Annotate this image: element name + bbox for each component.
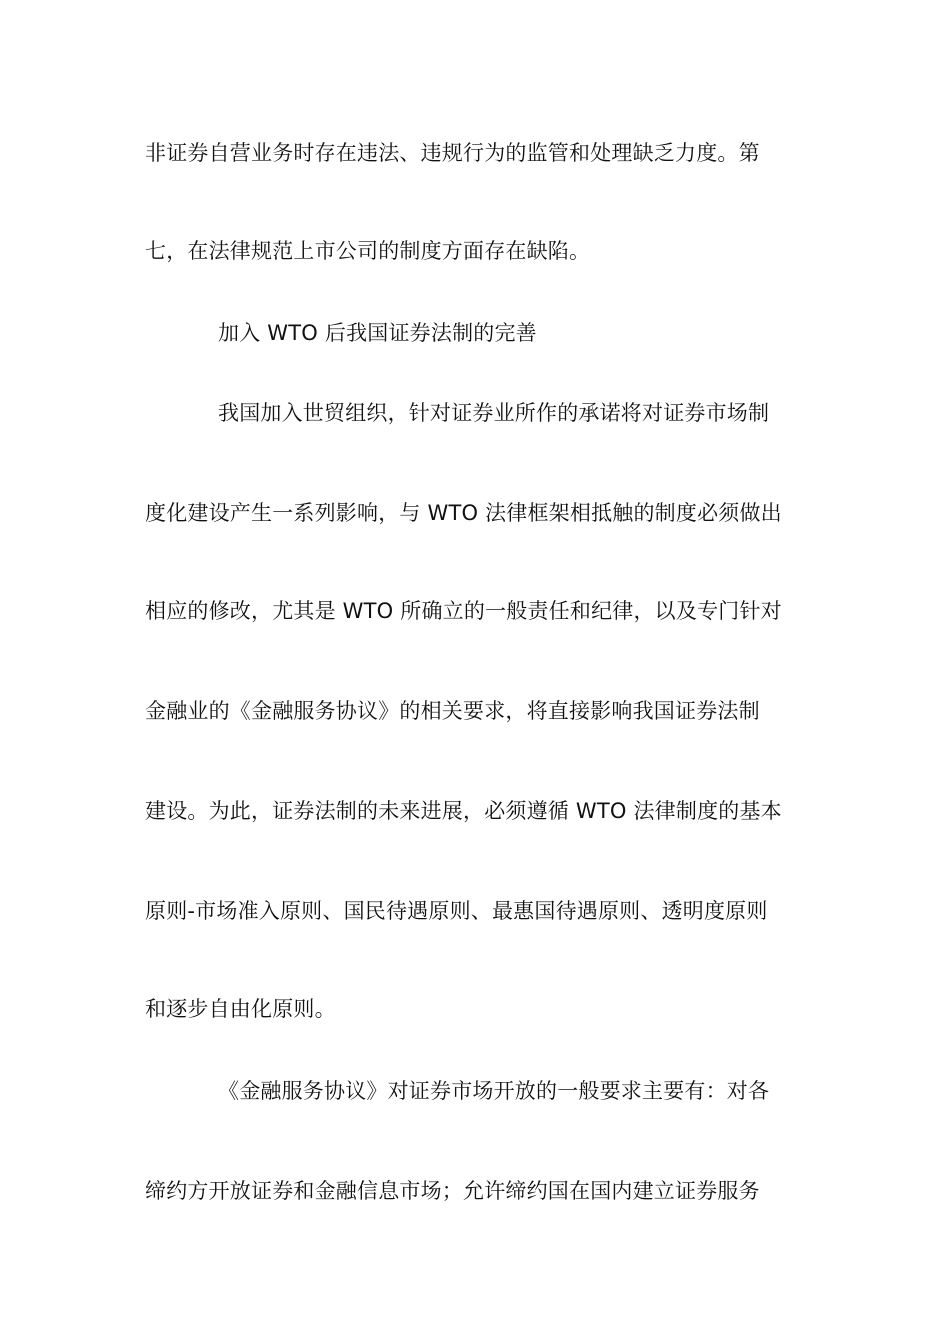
paragraph-line-1: 非证券自营业务时存在违法、违规行为的监管和处理缺乏力度。第 (145, 141, 760, 165)
paragraph-line-5: 相应的修改，尤其是 WTO 所确立的一般责任和纪律，以及专门针对 (145, 599, 782, 623)
paragraph-line-9: 和逐步自由化原则。 (145, 997, 336, 1021)
paragraph-line-3: 我国加入世贸组织，针对证券业所作的承诺将对证券市场制 (218, 401, 770, 425)
section-heading: 加入 WTO 后我国证券法制的完善 (218, 321, 537, 345)
paragraph-line-10: 《金融服务协议》对证券市场开放的一般要求主要有：对各 (218, 1079, 770, 1103)
paragraph-line-6: 金融业的《金融服务协议》的相关要求，将直接影响我国证券法制 (145, 699, 760, 723)
paragraph-line-7: 建设。为此，证券法制的未来进展，必须遵循 WTO 法律制度的基本 (145, 799, 782, 823)
paragraph-line-8: 原则-市场准入原则、国民待遇原则、最惠国待遇原则、透明度原则 (145, 899, 768, 923)
paragraph-line-4: 度化建设产生一系列影响，与 WTO 法律框架相抵触的制度必须做出 (145, 501, 782, 525)
paragraph-line-2: 七，在法律规范上市公司的制度方面存在缺陷。 (145, 239, 591, 263)
paragraph-line-11: 缔约方开放证券和金融信息市场；允许缔约国在国内建立证券服务 (145, 1179, 760, 1203)
